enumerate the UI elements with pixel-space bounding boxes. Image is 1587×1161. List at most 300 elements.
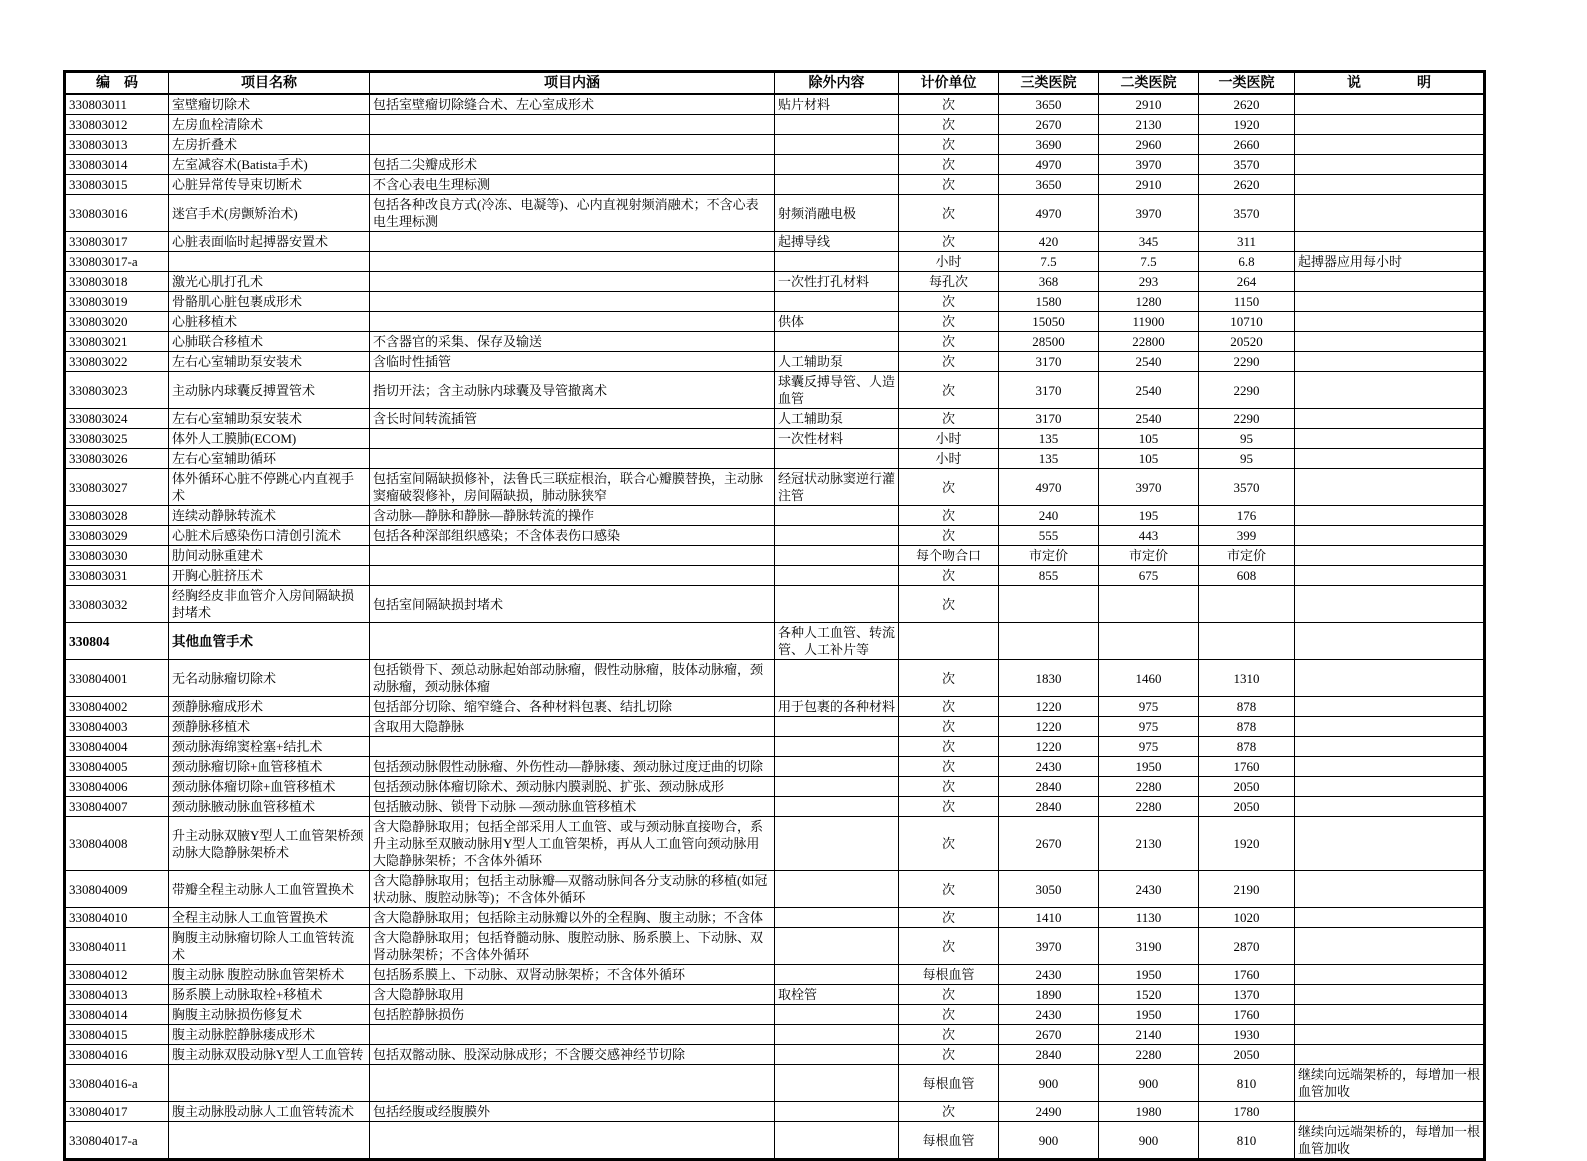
- cell-code: 330804010: [65, 908, 169, 928]
- cell-note: [1295, 469, 1485, 506]
- cell-tier2-price: 2960: [1099, 135, 1199, 155]
- cell-project-name: 左室减容术(Batista手术): [169, 155, 370, 175]
- cell-project-name: 腹主动脉股动脉人工血管转流术: [169, 1102, 370, 1122]
- table-header: [65, 72, 1485, 95]
- cell-tier2-price: 1950: [1099, 965, 1199, 985]
- cell-project-content: [370, 1025, 775, 1045]
- cell-tier2-price: 2910: [1099, 94, 1199, 115]
- cell-project-name: 胸腹主动脉损伤修复术: [169, 1005, 370, 1025]
- cell-pricing-unit: 次: [899, 409, 999, 429]
- cell-tier3-price: 3970: [999, 928, 1099, 965]
- cell-code: 330804004: [65, 737, 169, 757]
- cell-pricing-unit: 次: [899, 817, 999, 871]
- cell-project-name: 心肺联合移植术: [169, 332, 370, 352]
- cell-project-name: 颈动脉瘤切除+血管移植术: [169, 757, 370, 777]
- cell-note: [1295, 965, 1485, 985]
- cell-code: 330804003: [65, 717, 169, 737]
- cell-project-content: 含长时间转流插管: [370, 409, 775, 429]
- cell-tier1-price: 1780: [1199, 1102, 1295, 1122]
- cell-project-content: 包括经腹或经腹膜外: [370, 1102, 775, 1122]
- cell-project-name: [169, 1065, 370, 1102]
- cell-tier1-price: 3570: [1199, 469, 1295, 506]
- cell-pricing-unit: 次: [899, 232, 999, 252]
- cell-excluded-content: [775, 175, 899, 195]
- cell-tier3-price: 3170: [999, 372, 1099, 409]
- table-row: [65, 292, 1485, 312]
- cell-tier1-price: 2290: [1199, 352, 1295, 372]
- cell-pricing-unit: 次: [899, 777, 999, 797]
- cell-tier1-price: 878: [1199, 737, 1295, 757]
- cell-project-content: 不含心表电生理标测: [370, 175, 775, 195]
- cell-code: 330803019: [65, 292, 169, 312]
- table-row: [65, 506, 1485, 526]
- cell-tier1-price: 1920: [1199, 817, 1295, 871]
- cell-tier1-price: 3570: [1199, 155, 1295, 175]
- cell-excluded-content: [775, 506, 899, 526]
- cell-code: 330804015: [65, 1025, 169, 1045]
- cell-project-content: 包括二尖瓣成形术: [370, 155, 775, 175]
- cell-code: 330803021: [65, 332, 169, 352]
- col-header-excluded-content: 除外内容: [775, 72, 899, 95]
- cell-code: 330804005: [65, 757, 169, 777]
- cell-tier2-price: 975: [1099, 717, 1199, 737]
- table-row: [65, 195, 1485, 232]
- table-row: [65, 135, 1485, 155]
- cell-tier2-price: 2540: [1099, 409, 1199, 429]
- cell-tier2-price: 1950: [1099, 757, 1199, 777]
- cell-project-name: 全程主动脉人工血管置换术: [169, 908, 370, 928]
- cell-project-content: [370, 449, 775, 469]
- cell-project-content: [370, 272, 775, 292]
- table-row: [65, 737, 1485, 757]
- cell-project-name: 其他血管手术: [169, 623, 370, 660]
- cell-code: 330804016-a: [65, 1065, 169, 1102]
- cell-code: 330804016: [65, 1045, 169, 1065]
- cell-project-name: 激光心肌打孔术: [169, 272, 370, 292]
- cell-note: [1295, 817, 1485, 871]
- cell-code: 330803027: [65, 469, 169, 506]
- cell-tier2-price: 975: [1099, 697, 1199, 717]
- cell-excluded-content: [775, 660, 899, 697]
- cell-note: [1295, 985, 1485, 1005]
- cell-project-name: 肋间动脉重建术: [169, 546, 370, 566]
- table-row: [65, 817, 1485, 871]
- cell-note: [1295, 526, 1485, 546]
- cell-tier1-price: 6.8: [1199, 252, 1295, 272]
- cell-project-name: 胸腹主动脉瘤切除人工血管转流术: [169, 928, 370, 965]
- cell-tier3-price: 4970: [999, 155, 1099, 175]
- cell-code: 330804001: [65, 660, 169, 697]
- cell-tier2-price: 293: [1099, 272, 1199, 292]
- cell-tier3-price: 2840: [999, 797, 1099, 817]
- cell-code: 330804017: [65, 1102, 169, 1122]
- cell-excluded-content: [775, 586, 899, 623]
- cell-project-name: 室壁瘤切除术: [169, 94, 370, 115]
- cell-tier3-price: 900: [999, 1122, 1099, 1160]
- cell-pricing-unit: 每孔次: [899, 272, 999, 292]
- cell-note: 起搏器应用每小时: [1295, 252, 1485, 272]
- cell-tier3-price: 2670: [999, 817, 1099, 871]
- cell-project-content: 含动脉—静脉和静脉—静脉转流的操作: [370, 506, 775, 526]
- cell-note: [1295, 372, 1485, 409]
- cell-code: 330803032: [65, 586, 169, 623]
- col-header-pricing-unit: 计价单位: [899, 72, 999, 95]
- cell-tier1-price: 810: [1199, 1122, 1295, 1160]
- cell-tier2-price: 345: [1099, 232, 1199, 252]
- table-row: [65, 566, 1485, 586]
- cell-code: 330803014: [65, 155, 169, 175]
- cell-code: 330803017-a: [65, 252, 169, 272]
- col-header-tier2-hospital: 二类医院: [1099, 72, 1199, 95]
- table-row: [65, 272, 1485, 292]
- cell-excluded-content: [775, 526, 899, 546]
- table-row: [65, 252, 1485, 272]
- cell-project-name: 骨骼肌心脏包裹成形术: [169, 292, 370, 312]
- cell-tier1-price: 95: [1199, 429, 1295, 449]
- cell-project-name: 颈动脉体瘤切除+血管移植术: [169, 777, 370, 797]
- cell-tier3-price: 7.5: [999, 252, 1099, 272]
- cell-note: 继续向远端架桥的，每增加一根血管加收: [1295, 1122, 1485, 1160]
- cell-code: 330804017-a: [65, 1122, 169, 1160]
- cell-pricing-unit: 次: [899, 928, 999, 965]
- cell-tier3-price: 1220: [999, 697, 1099, 717]
- cell-pricing-unit: 次: [899, 135, 999, 155]
- cell-project-content: 包括室壁瘤切除缝合术、左心室成形术: [370, 94, 775, 115]
- cell-project-content: [370, 623, 775, 660]
- cell-pricing-unit: 次: [899, 717, 999, 737]
- table-row: [65, 871, 1485, 908]
- cell-pricing-unit: 小时: [899, 429, 999, 449]
- cell-code: 330803030: [65, 546, 169, 566]
- cell-code: 330803011: [65, 94, 169, 115]
- cell-tier1-price: 2290: [1199, 372, 1295, 409]
- cell-excluded-content: [775, 252, 899, 272]
- table-row: [65, 660, 1485, 697]
- cell-tier1-price: 1370: [1199, 985, 1295, 1005]
- cell-tier1-price: 2870: [1199, 928, 1295, 965]
- cell-excluded-content: [775, 908, 899, 928]
- cell-pricing-unit: 次: [899, 372, 999, 409]
- cell-tier2-price: 2430: [1099, 871, 1199, 908]
- cell-tier3-price: 1410: [999, 908, 1099, 928]
- cell-note: [1295, 777, 1485, 797]
- table-row: [65, 586, 1485, 623]
- cell-excluded-content: [775, 797, 899, 817]
- cell-excluded-content: 供体: [775, 312, 899, 332]
- cell-tier3-price: 1580: [999, 292, 1099, 312]
- cell-pricing-unit: [899, 623, 999, 660]
- cell-tier1-price: 20520: [1199, 332, 1295, 352]
- cell-tier2-price: 195: [1099, 506, 1199, 526]
- table-row: [65, 409, 1485, 429]
- cell-excluded-content: [775, 757, 899, 777]
- cell-tier2-price: 105: [1099, 429, 1199, 449]
- col-header-project-content: 项目内涵: [370, 72, 775, 95]
- cell-project-content: 包括颈动脉假性动脉瘤、外伤性动—静脉瘘、颈动脉过度迂曲的切除: [370, 757, 775, 777]
- cell-note: [1295, 94, 1485, 115]
- cell-excluded-content: [775, 928, 899, 965]
- table-row: [65, 526, 1485, 546]
- cell-code: 330804007: [65, 797, 169, 817]
- cell-project-content: 包括各种深部组织感染；不含体表伤口感染: [370, 526, 775, 546]
- cell-pricing-unit: 次: [899, 352, 999, 372]
- cell-tier1-price: 1150: [1199, 292, 1295, 312]
- cell-tier2-price: 900: [1099, 1065, 1199, 1102]
- table-row: [65, 965, 1485, 985]
- cell-project-name: 肠系膜上动脉取栓+移植术: [169, 985, 370, 1005]
- cell-excluded-content: [775, 965, 899, 985]
- table-row: [65, 175, 1485, 195]
- cell-tier1-price: 878: [1199, 697, 1295, 717]
- cell-note: [1295, 272, 1485, 292]
- cell-code: 330804011: [65, 928, 169, 965]
- header-row: [65, 72, 1485, 95]
- cell-excluded-content: [775, 332, 899, 352]
- cell-tier2-price: [1099, 586, 1199, 623]
- cell-pricing-unit: 次: [899, 94, 999, 115]
- cell-tier1-price: 1930: [1199, 1025, 1295, 1045]
- cell-code: 330803029: [65, 526, 169, 546]
- table-row: [65, 312, 1485, 332]
- cell-pricing-unit: 次: [899, 506, 999, 526]
- cell-tier3-price: 市定价: [999, 546, 1099, 566]
- cell-project-content: [370, 546, 775, 566]
- cell-pricing-unit: 次: [899, 292, 999, 312]
- table-row: [65, 352, 1485, 372]
- cell-tier3-price: 368: [999, 272, 1099, 292]
- cell-code: 330803015: [65, 175, 169, 195]
- cell-code: 330803013: [65, 135, 169, 155]
- cell-tier3-price: 135: [999, 429, 1099, 449]
- cell-project-content: 含大隐静脉取用；包括脊髓动脉、腹腔动脉、肠系膜上、下动脉、双肾动脉架桥；不含体外循环: [370, 928, 775, 965]
- cell-code: 330804002: [65, 697, 169, 717]
- cell-tier2-price: 22800: [1099, 332, 1199, 352]
- cell-tier1-price: [1199, 623, 1295, 660]
- cell-note: [1295, 797, 1485, 817]
- cell-code: 330804009: [65, 871, 169, 908]
- cell-tier3-price: 2430: [999, 757, 1099, 777]
- cell-note: [1295, 409, 1485, 429]
- cell-pricing-unit: 每个吻合口: [899, 546, 999, 566]
- cell-tier2-price: 2280: [1099, 777, 1199, 797]
- cell-project-content: 包括各种改良方式(冷冻、电凝等)、心内直视射频消融术；不含心表电生理标测: [370, 195, 775, 232]
- cell-project-content: [370, 115, 775, 135]
- cell-tier3-price: 2430: [999, 965, 1099, 985]
- cell-excluded-content: 人工辅助泵: [775, 409, 899, 429]
- cell-tier2-price: 1950: [1099, 1005, 1199, 1025]
- cell-excluded-content: [775, 546, 899, 566]
- cell-tier1-price: 2050: [1199, 797, 1295, 817]
- cell-excluded-content: 经冠状动脉窦逆行灌注管: [775, 469, 899, 506]
- cell-tier1-price: 2050: [1199, 777, 1295, 797]
- cell-project-content: 包括室间隔缺损封堵术: [370, 586, 775, 623]
- cell-pricing-unit: 每根血管: [899, 1122, 999, 1160]
- cell-tier3-price: 1830: [999, 660, 1099, 697]
- cell-project-name: 连续动静脉转流术: [169, 506, 370, 526]
- cell-code: 330803031: [65, 566, 169, 586]
- cell-project-name: [169, 252, 370, 272]
- cell-tier2-price: 975: [1099, 737, 1199, 757]
- cell-tier2-price: 3190: [1099, 928, 1199, 965]
- cell-note: [1295, 871, 1485, 908]
- cell-tier1-price: 2190: [1199, 871, 1295, 908]
- cell-excluded-content: 取栓管: [775, 985, 899, 1005]
- cell-tier3-price: [999, 586, 1099, 623]
- cell-note: [1295, 332, 1485, 352]
- table-row: [65, 155, 1485, 175]
- cell-pricing-unit: 次: [899, 332, 999, 352]
- cell-tier1-price: [1199, 586, 1295, 623]
- cell-tier3-price: 15050: [999, 312, 1099, 332]
- cell-excluded-content: 人工辅助泵: [775, 352, 899, 372]
- cell-tier1-price: 399: [1199, 526, 1295, 546]
- cell-excluded-content: [775, 566, 899, 586]
- cell-project-content: [370, 292, 775, 312]
- table-row: [65, 777, 1485, 797]
- col-header-tier1-hospital: 一类医院: [1199, 72, 1295, 95]
- cell-project-name: 颈静脉移植术: [169, 717, 370, 737]
- table-row: [65, 908, 1485, 928]
- cell-excluded-content: 射频消融电极: [775, 195, 899, 232]
- cell-tier3-price: 4970: [999, 469, 1099, 506]
- cell-tier3-price: 3170: [999, 352, 1099, 372]
- cell-excluded-content: [775, 449, 899, 469]
- cell-tier2-price: 2540: [1099, 372, 1199, 409]
- table-row: [65, 546, 1485, 566]
- cell-tier2-price: 3970: [1099, 155, 1199, 175]
- table-row: [65, 1025, 1485, 1045]
- cell-project-name: 颈动脉海绵窦栓塞+结扎术: [169, 737, 370, 757]
- cell-tier1-price: 176: [1199, 506, 1295, 526]
- cell-project-content: [370, 566, 775, 586]
- cell-tier2-price: 市定价: [1099, 546, 1199, 566]
- cell-tier1-price: 1020: [1199, 908, 1295, 928]
- cell-project-content: 包括锁骨下、颈总动脉起始部动脉瘤，假性动脉瘤，肢体动脉瘤，颈动脉瘤，颈动脉体瘤: [370, 660, 775, 697]
- cell-note: [1295, 1025, 1485, 1045]
- cell-project-content: [370, 232, 775, 252]
- cell-pricing-unit: 小时: [899, 449, 999, 469]
- cell-excluded-content: [775, 1102, 899, 1122]
- cell-code: 330804008: [65, 817, 169, 871]
- cell-pricing-unit: 次: [899, 566, 999, 586]
- cell-tier1-price: 1760: [1199, 965, 1295, 985]
- cell-note: [1295, 757, 1485, 777]
- table-row: [65, 797, 1485, 817]
- table-row: [65, 429, 1485, 449]
- cell-tier3-price: 4970: [999, 195, 1099, 232]
- cell-project-name: [169, 1122, 370, 1160]
- cell-note: [1295, 175, 1485, 195]
- cell-note: [1295, 697, 1485, 717]
- table-row: [65, 332, 1485, 352]
- medical-fee-table: [63, 70, 1486, 1161]
- cell-excluded-content: 起搏导线: [775, 232, 899, 252]
- cell-note: [1295, 908, 1485, 928]
- table-row: [65, 623, 1485, 660]
- cell-pricing-unit: 次: [899, 908, 999, 928]
- cell-tier2-price: 2130: [1099, 115, 1199, 135]
- cell-project-content: 包括腔静脉损伤: [370, 1005, 775, 1025]
- cell-tier1-price: 608: [1199, 566, 1295, 586]
- cell-pricing-unit: 小时: [899, 252, 999, 272]
- cell-note: [1295, 429, 1485, 449]
- cell-project-name: 无名动脉瘤切除术: [169, 660, 370, 697]
- cell-tier1-price: 264: [1199, 272, 1295, 292]
- cell-note: [1295, 135, 1485, 155]
- cell-code: 330803025: [65, 429, 169, 449]
- cell-project-name: 左房血栓清除术: [169, 115, 370, 135]
- cell-tier3-price: 3650: [999, 175, 1099, 195]
- cell-tier1-price: 1310: [1199, 660, 1295, 697]
- cell-tier3-price: 900: [999, 1065, 1099, 1102]
- cell-tier1-price: 1760: [1199, 1005, 1295, 1025]
- table-row: [65, 94, 1485, 115]
- cell-tier1-price: 10710: [1199, 312, 1295, 332]
- cell-tier3-price: 1220: [999, 737, 1099, 757]
- cell-pricing-unit: 次: [899, 697, 999, 717]
- table-row: [65, 717, 1485, 737]
- cell-project-name: 左右心室辅助泵安装术: [169, 352, 370, 372]
- cell-project-content: 指切开法；含主动脉内球囊及导管撤离术: [370, 372, 775, 409]
- table-row: [65, 1045, 1485, 1065]
- cell-tier3-price: 420: [999, 232, 1099, 252]
- cell-note: [1295, 546, 1485, 566]
- cell-tier3-price: 240: [999, 506, 1099, 526]
- cell-tier1-price: 1760: [1199, 757, 1295, 777]
- cell-pricing-unit: 次: [899, 985, 999, 1005]
- cell-tier3-price: [999, 623, 1099, 660]
- cell-excluded-content: [775, 1025, 899, 1045]
- cell-project-name: 体外人工膜肺(ECOM): [169, 429, 370, 449]
- cell-pricing-unit: 每根血管: [899, 965, 999, 985]
- cell-pricing-unit: 次: [899, 871, 999, 908]
- cell-tier1-price: 1920: [1199, 115, 1295, 135]
- cell-tier1-price: 3570: [1199, 195, 1295, 232]
- cell-project-name: 心脏异常传导束切断术: [169, 175, 370, 195]
- cell-project-name: 开胸心脏挤压术: [169, 566, 370, 586]
- cell-project-name: 迷宫手术(房颤矫治术): [169, 195, 370, 232]
- cell-tier2-price: 900: [1099, 1122, 1199, 1160]
- cell-excluded-content: [775, 777, 899, 797]
- cell-project-content: 含大隐静脉取用: [370, 985, 775, 1005]
- cell-note: [1295, 660, 1485, 697]
- cell-excluded-content: 球囊反搏导管、人造血管: [775, 372, 899, 409]
- cell-excluded-content: [775, 115, 899, 135]
- cell-pricing-unit: 次: [899, 660, 999, 697]
- table-body: [65, 94, 1485, 1160]
- cell-pricing-unit: 次: [899, 586, 999, 623]
- cell-tier1-price: 878: [1199, 717, 1295, 737]
- cell-tier3-price: 555: [999, 526, 1099, 546]
- cell-tier2-price: 105: [1099, 449, 1199, 469]
- cell-note: 继续向远端架桥的，每增加一根血管加收: [1295, 1065, 1485, 1102]
- cell-code: 330803018: [65, 272, 169, 292]
- cell-project-content: 含临时性插管: [370, 352, 775, 372]
- cell-project-content: 含取用大隐静脉: [370, 717, 775, 737]
- cell-code: 330803016: [65, 195, 169, 232]
- cell-excluded-content: [775, 292, 899, 312]
- col-header-note: 说 明: [1295, 72, 1485, 95]
- cell-note: [1295, 566, 1485, 586]
- cell-tier2-price: 3970: [1099, 469, 1199, 506]
- table-row: [65, 928, 1485, 965]
- cell-tier3-price: 2840: [999, 777, 1099, 797]
- cell-excluded-content: [775, 1045, 899, 1065]
- cell-tier3-price: 2490: [999, 1102, 1099, 1122]
- cell-project-name: 腹主动脉腔静脉瘘成形术: [169, 1025, 370, 1045]
- cell-pricing-unit: 次: [899, 195, 999, 232]
- cell-note: [1295, 155, 1485, 175]
